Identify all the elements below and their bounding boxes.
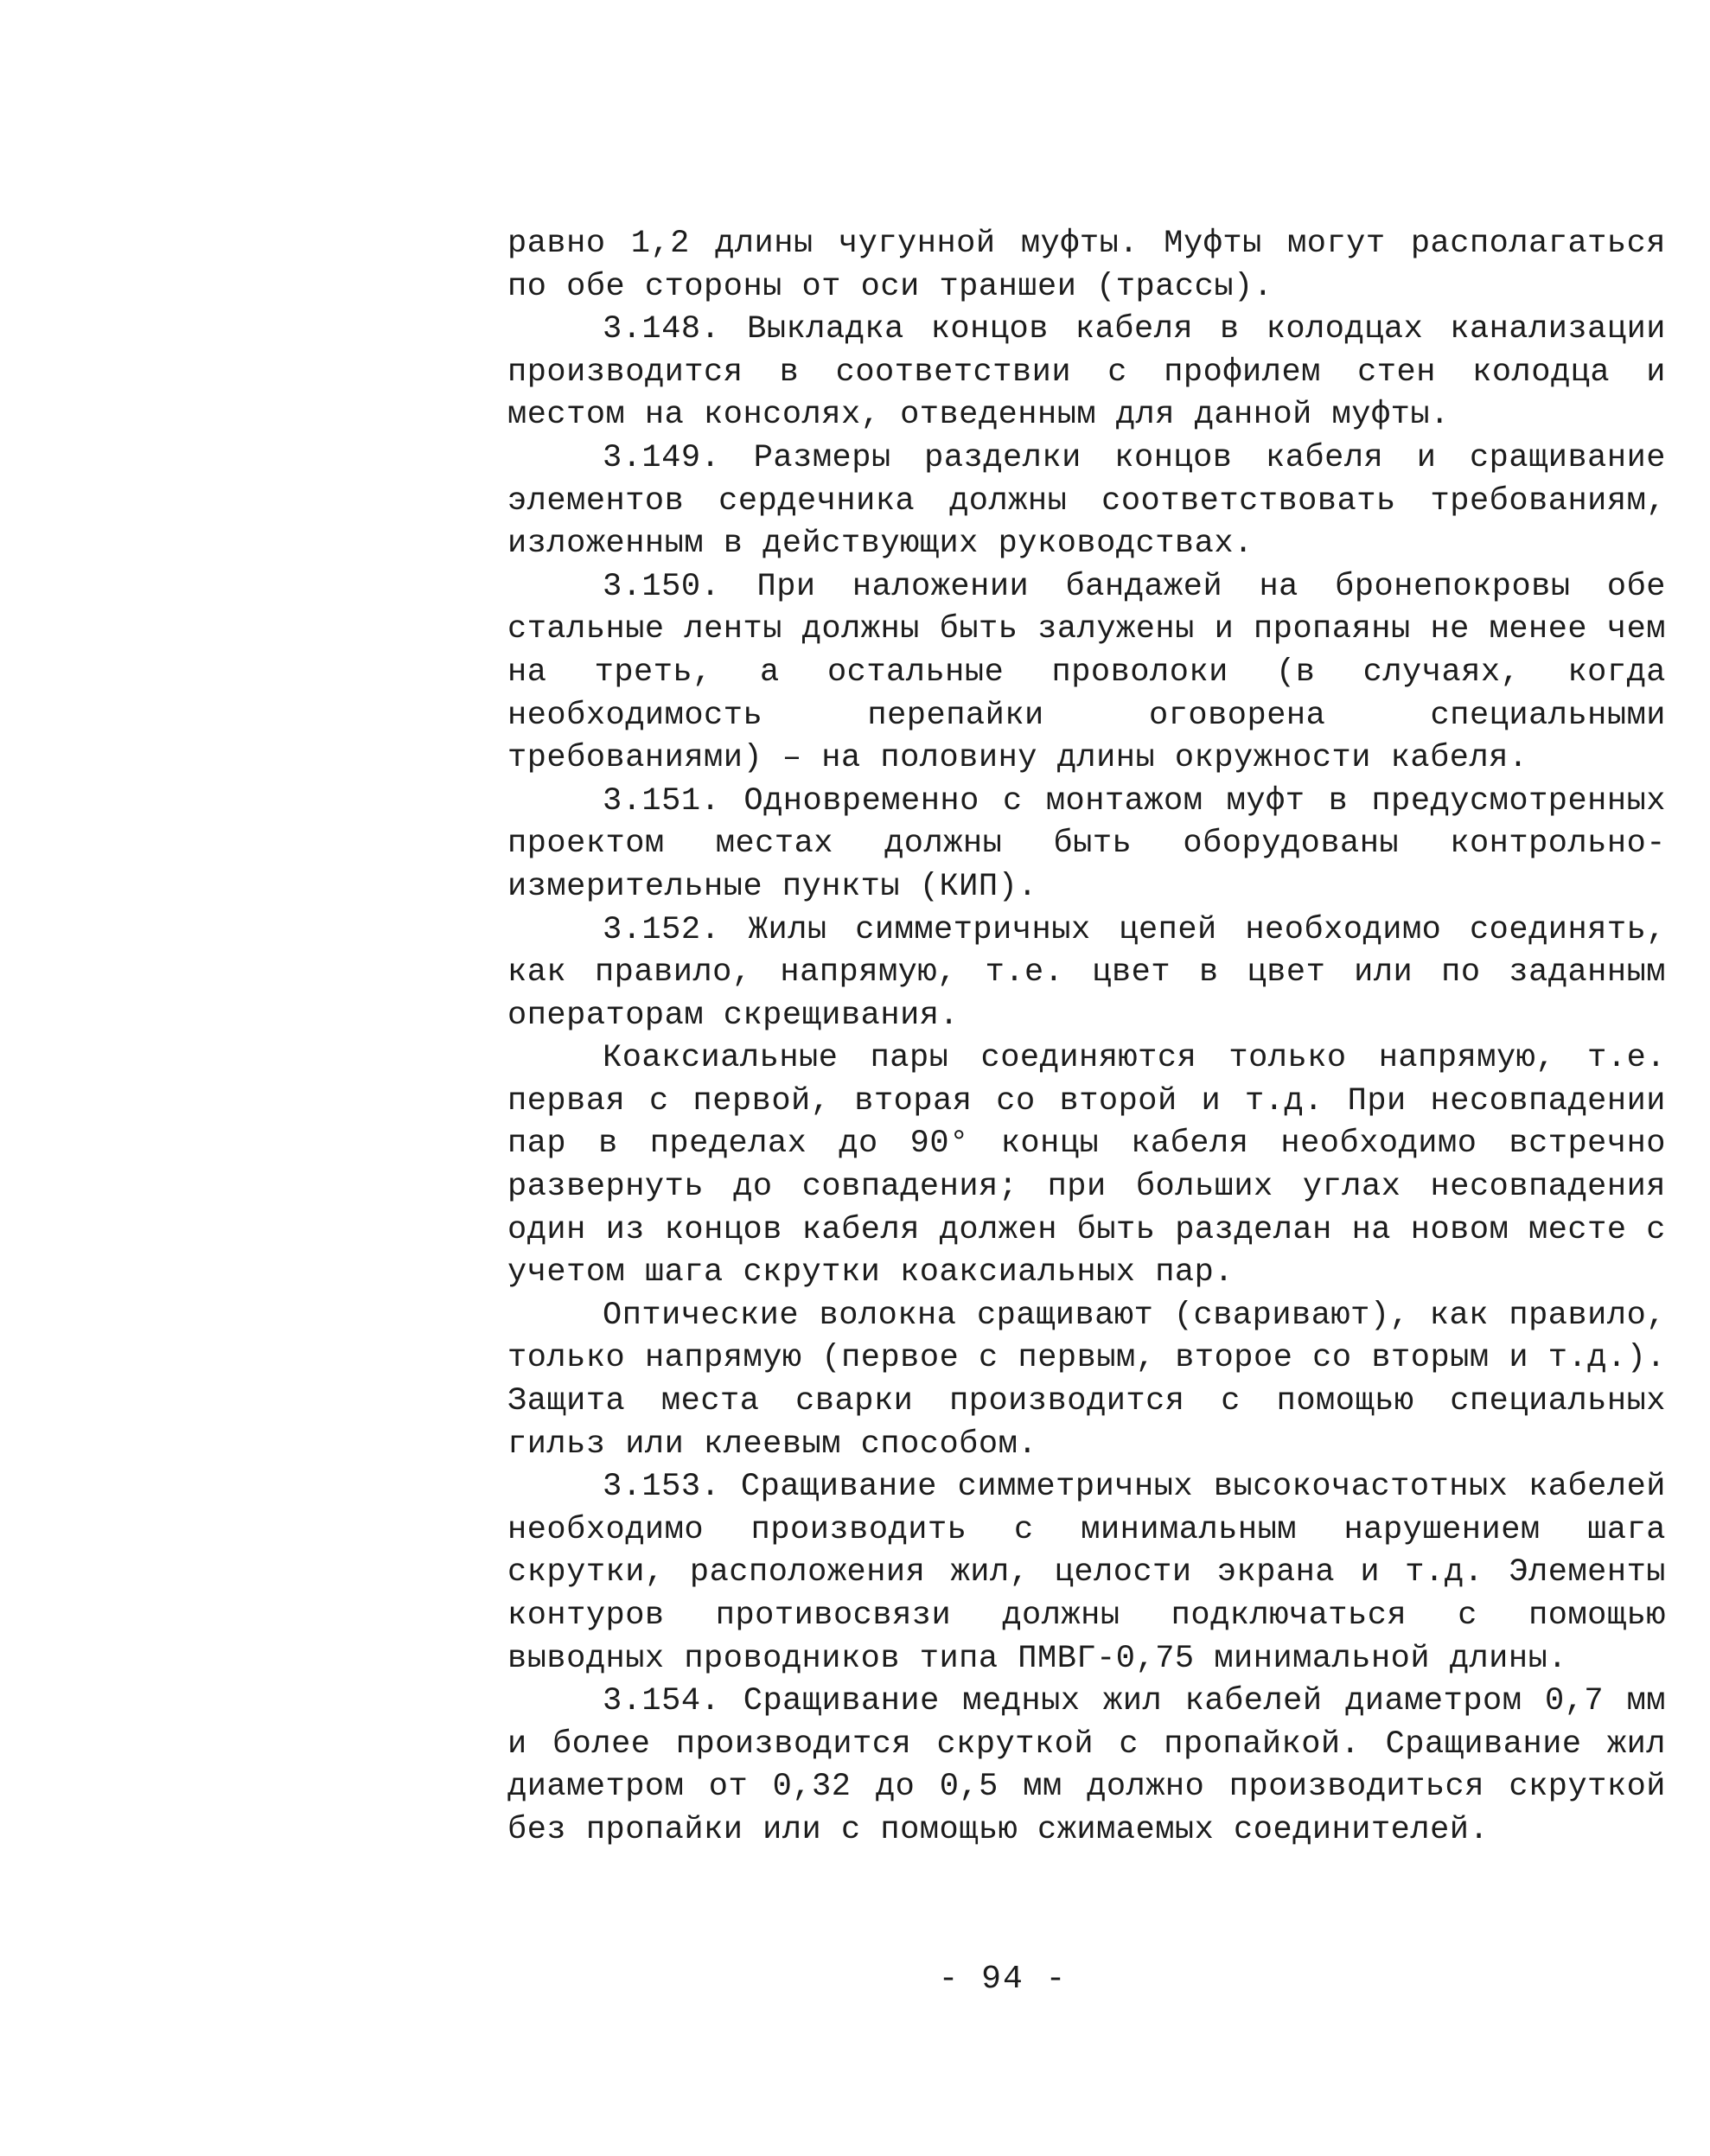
paragraph-3-150: 3.150. При наложении бандажей на бронепокровы обе стальные ленты должны быть залужены и пропаяны не менее чем на треть, а остальные проволоки (в случаях, когда необходимость перепайки оговорена специальными требованиями) – на половину длины окружности кабеля. xyxy=(507,568,1666,777)
paragraph-optical-fibers: Оптические волокна сращивают (сваривают), как правило, только напрямую (первое с первым, второе со вторым и т.д.). Защита места сварки производится с помощью специальных гильз или клеевым способом. xyxy=(507,1297,1666,1463)
paragraph-3-152: 3.152. Жилы симметричных цепей необходимо соединять, как правило, напрямую, т.е. цвет в цвет или по заданным операторам скрещивания. xyxy=(507,911,1666,1034)
paragraph-3-154: 3.154. Сращивание медных жил кабелей диаметром 0,7 мм и более производится скруткой с пропайкой. Сращивание жил диаметром от 0,32 до 0,5 мм должно производиться скруткой без пропайки или с помощью сжимаемых соединителей. xyxy=(507,1683,1666,1848)
body-text xyxy=(507,223,1666,1853)
paragraph-3-153: 3.153. Сращивание симметричных высокочастотных кабелей необходимо производить с минимальным нарушением шага скрутки, расположения жил, целости экрана и т.д. Элементы контуров противосвязи должны подключаться с помощью выводных проводников типа ПМВГ-0,75 минимальной длины. xyxy=(507,1469,1666,1677)
paragraph-3-149: 3.149. Размеры разделки концов кабеля и сращивание элементов сердечника должны соответствовать требованиям, изложенным в действующих руководствах. xyxy=(507,439,1666,563)
paragraph-continuation: равно 1,2 длины чугунной муфты. Муфты могут располагаться по обе стороны от оси траншеи (трассы). xyxy=(507,226,1666,305)
page-number: - 94 - xyxy=(938,1961,1068,1998)
paragraph-3-148: 3.148. Выкладка концов кабеля в колодцах канализации производится в соответствии с профилем стен колодца и местом на консолях, отведенным для данной муфты. xyxy=(507,311,1666,434)
paragraph-3-151: 3.151. Одновременно с монтажом муфт в предусмотренных проектом местах должны быть оборудованы контрольно-измерительные пункты (КИП). xyxy=(507,782,1666,905)
paragraph-coaxial-pairs: Коаксиальные пары соединяются только напрямую, т.е. первая с первой, вторая со второй и т.д. При несовпадении пар в пределах до 90° концы кабеля необходимо встречно развернуть до совпадения; при больших углах несовпадения один из концов кабеля должен быть разделан на новом месте с учетом шага скрутки коаксиальных пар. xyxy=(507,1040,1666,1292)
